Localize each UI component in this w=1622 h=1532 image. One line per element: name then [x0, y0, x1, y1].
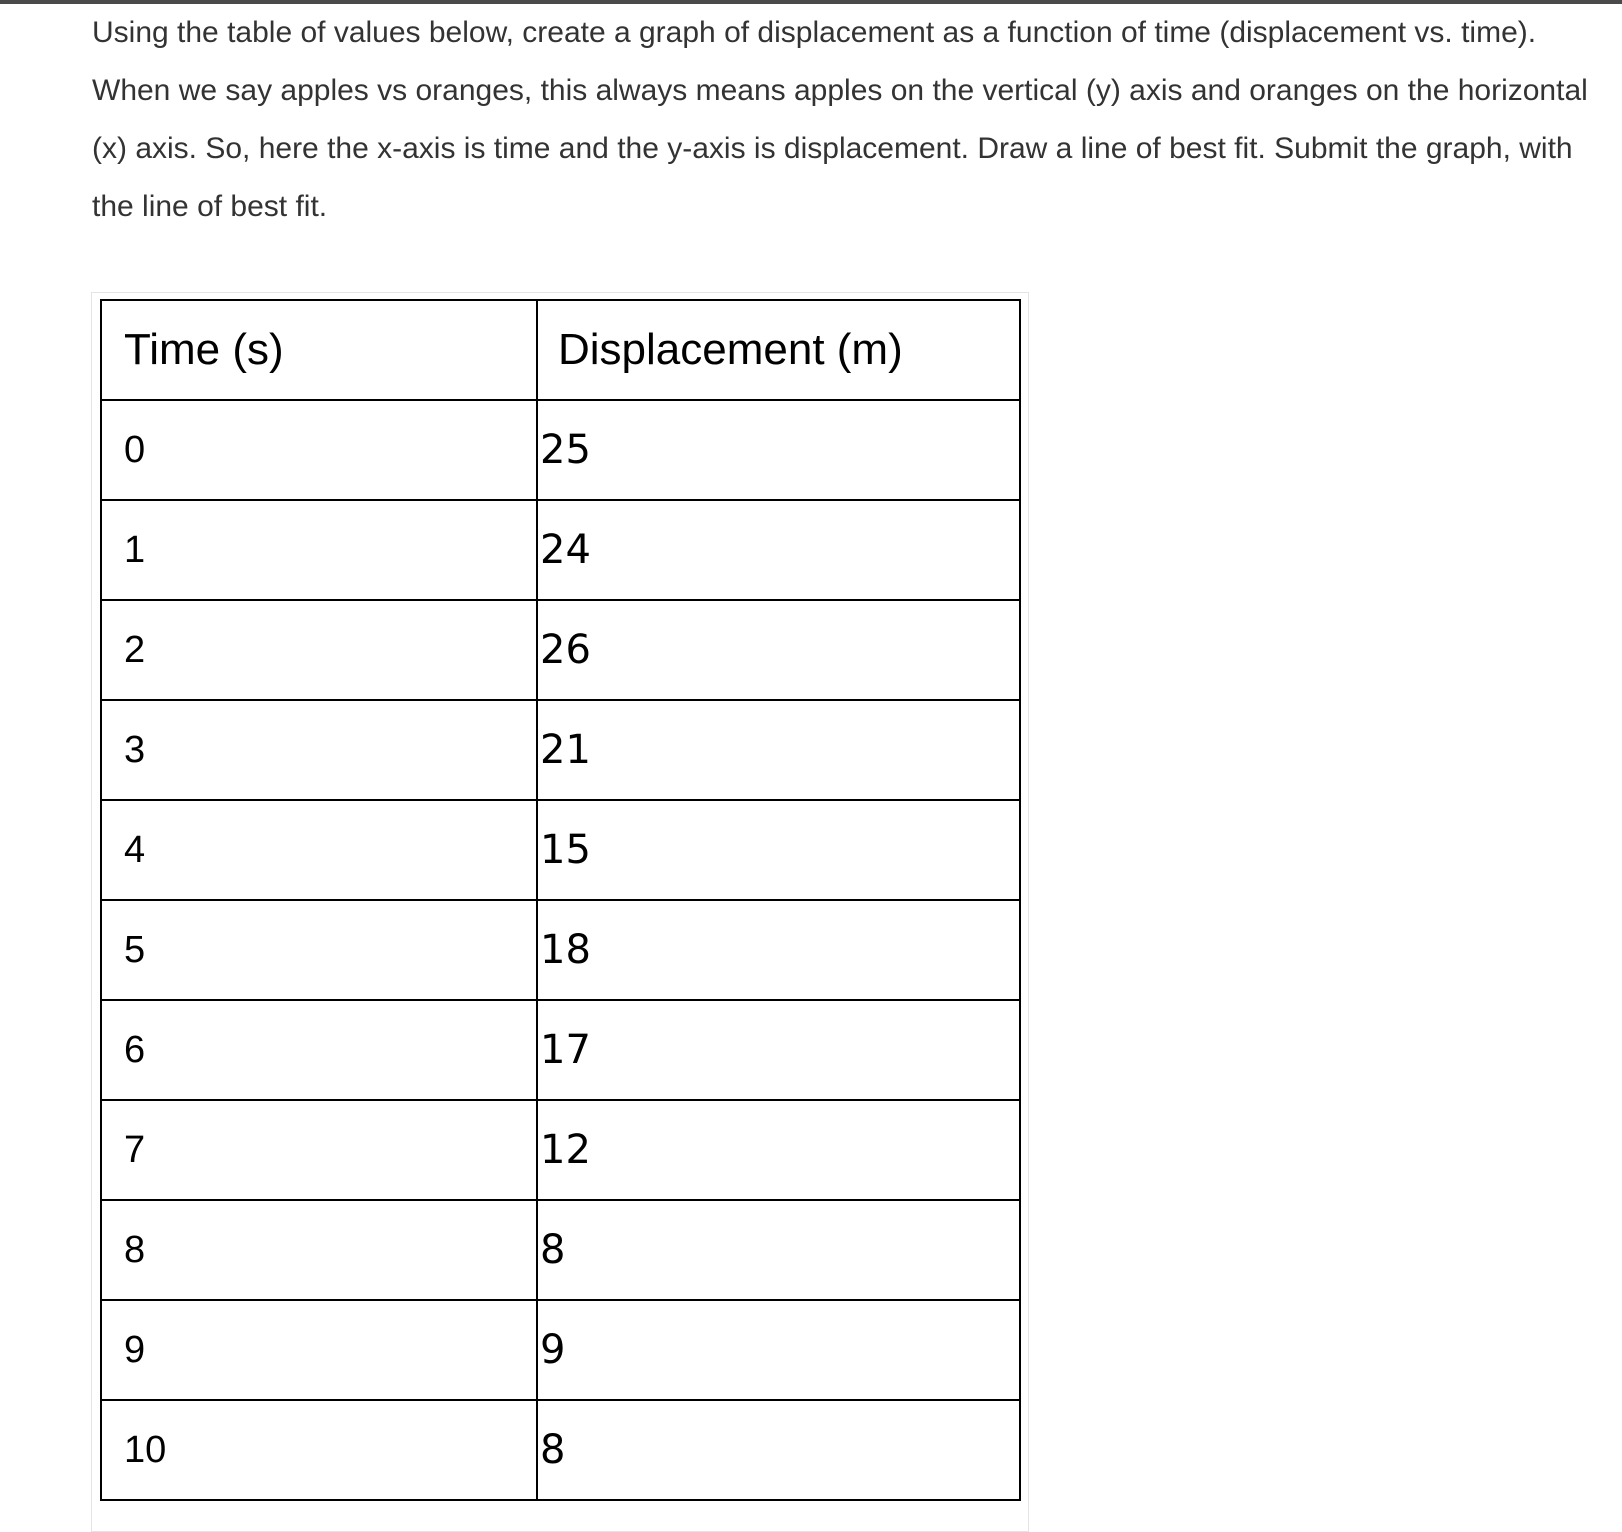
displacement-cell: 26	[537, 600, 1020, 700]
displacement-cell: 9	[537, 1300, 1020, 1400]
displacement-cell: 18	[537, 900, 1020, 1000]
table-row	[101, 1300, 1020, 1400]
table-row	[101, 1000, 1020, 1100]
displacement-cell: 21	[537, 700, 1020, 800]
time-cell: 0	[101, 400, 537, 500]
time-cell: 4	[101, 800, 537, 900]
displacement-cell: 24	[537, 500, 1020, 600]
table-row	[101, 1200, 1020, 1300]
time-cell: 8	[101, 1200, 537, 1300]
table-row	[101, 1100, 1020, 1200]
time-cell: 10	[101, 1400, 537, 1500]
displacement-cell: 12	[537, 1100, 1020, 1200]
table-row	[101, 900, 1020, 1000]
table-row	[101, 1400, 1020, 1500]
displacement-cell: 17	[537, 1000, 1020, 1100]
header-time: Time (s)	[101, 300, 537, 400]
table-row	[101, 800, 1020, 900]
displacement-cell: 8	[537, 1200, 1020, 1300]
table-row	[101, 700, 1020, 800]
time-cell: 1	[101, 500, 537, 600]
table-header-row	[101, 300, 1020, 400]
displacement-cell: 25	[537, 400, 1020, 500]
time-cell: 2	[101, 600, 537, 700]
time-displacement-table	[100, 299, 1021, 1501]
time-cell: 7	[101, 1100, 537, 1200]
time-cell: 3	[101, 700, 537, 800]
time-cell: 6	[101, 1000, 537, 1100]
displacement-cell: 8	[537, 1400, 1020, 1500]
table-row	[101, 400, 1020, 500]
time-cell: 9	[101, 1300, 537, 1400]
table-row	[101, 500, 1020, 600]
assignment-instructions: Using the table of values below, create a graph of displacement as a function of time (displacement vs. time). When we say apples vs oranges, this always means apples on the vertical (y) axis and oranges on the horizontal (x) axis. So, here the x-axis is time and the y-axis is displacement. Draw a line of best fit. Submit the graph, with the line of best fit.	[92, 16, 1588, 223]
displacement-cell: 15	[537, 800, 1020, 900]
table-row	[101, 600, 1020, 700]
header-displacement: Displacement (m)	[537, 300, 1020, 400]
time-cell: 5	[101, 900, 537, 1000]
